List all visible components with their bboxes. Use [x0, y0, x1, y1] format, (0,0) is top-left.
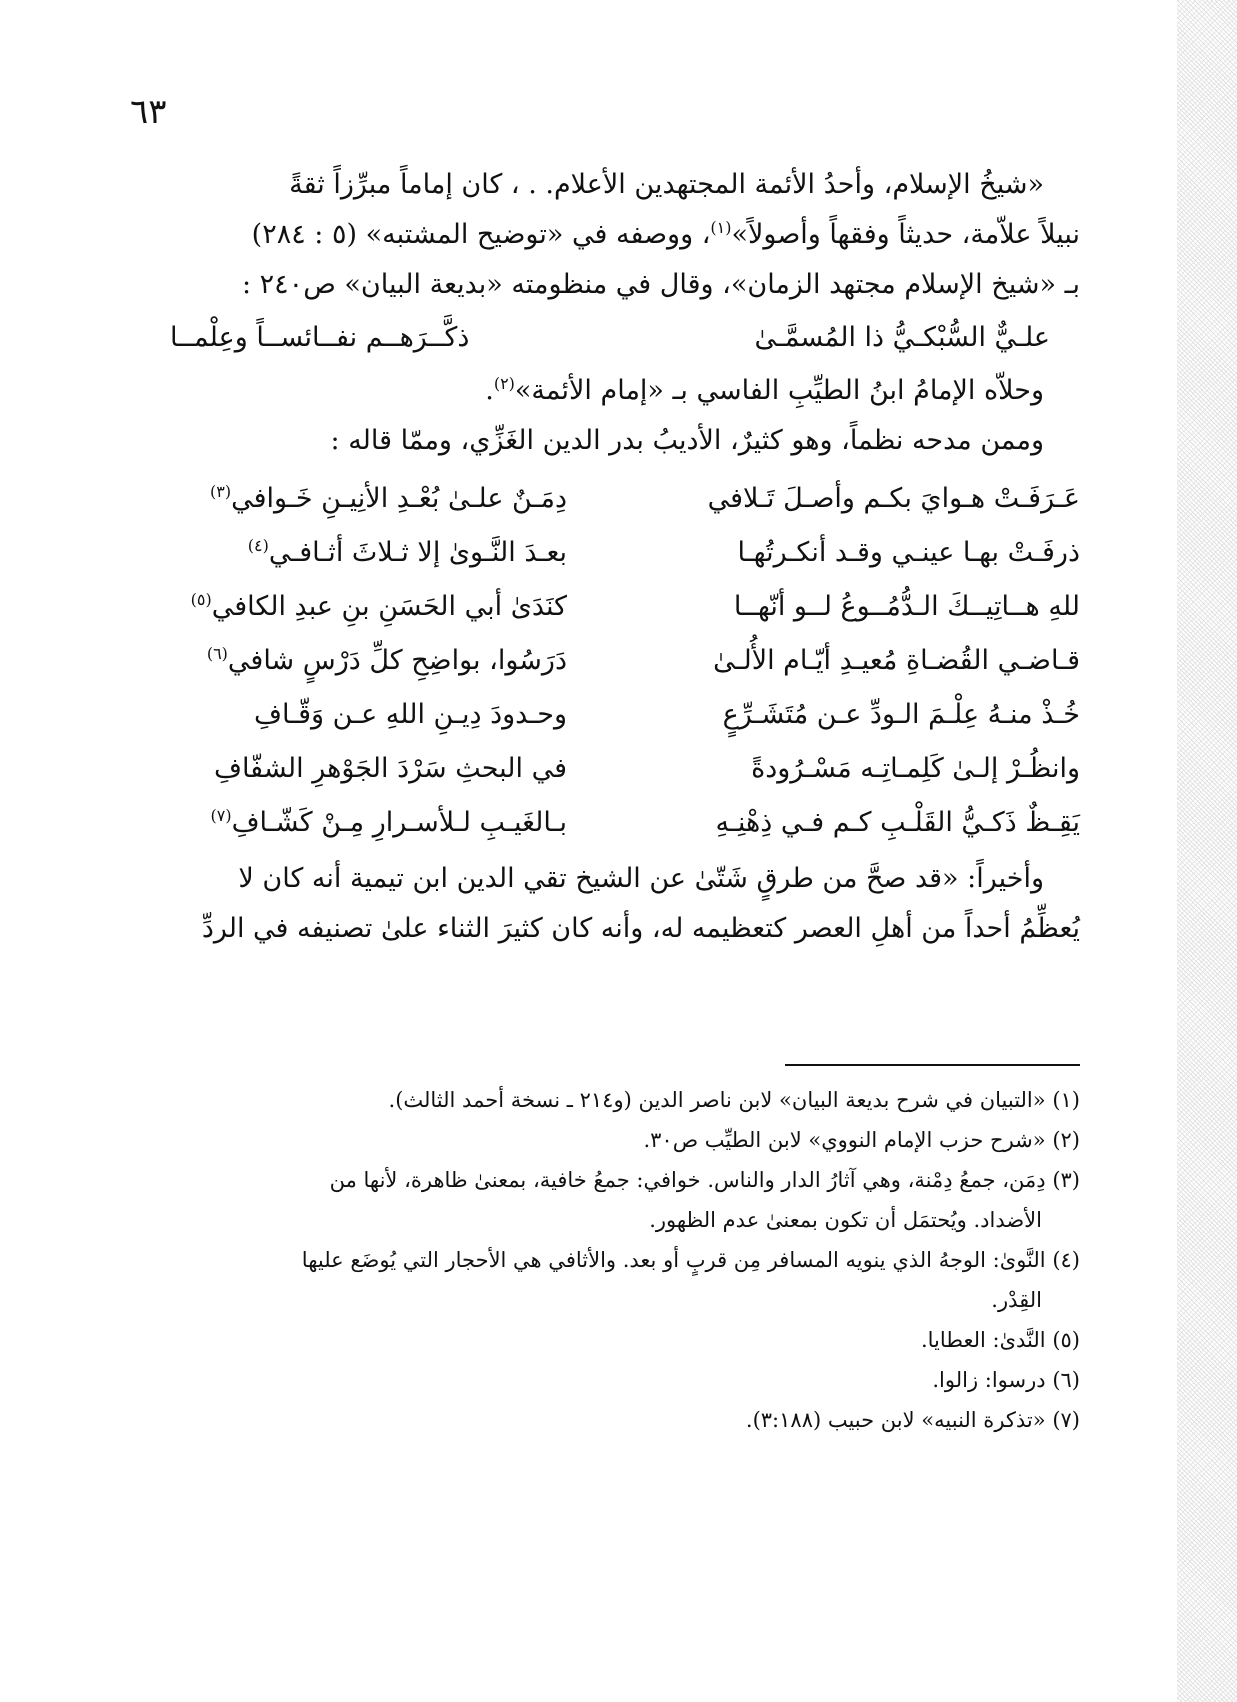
footnote-continuation: القِدْر. [991, 1288, 1042, 1312]
intro-line-2 [130, 210, 1080, 260]
praise-line [130, 366, 1080, 416]
footnote-ref-5: (٥) [190, 590, 212, 609]
intro-line-1: «شيخُ الإسلام، وأحدُ الأئمة المجتهدين الأعلام. . ، كان إماماً مبرِّزاً ثقةً [289, 169, 1044, 200]
verse-second-hemistich [130, 472, 567, 526]
verse-second-hemistich [130, 580, 567, 634]
verse-second-text: بـالغَيـبِ لـلأسـرارِ مِـنْ كَشّـافِ [231, 807, 567, 838]
verse-second-text: دِمَـنٌ علـىٰ بُعْـدِ الأنِيـنِ خَـوافي [231, 483, 567, 514]
footnote-4 [130, 1240, 1080, 1320]
footnote-ref-7: (٧) [210, 806, 232, 825]
intro-line-2a: نبيلاً علاّمة، حديثاً وفقهاً وأصولاً» [731, 219, 1080, 250]
verse-2 [130, 526, 1080, 580]
footnote-1 [130, 1080, 1080, 1120]
verse-5 [130, 688, 1080, 742]
praise-text: وحلاّه الإمامُ ابنُ الطيِّبِ الفاسي بـ «إمام الأئمة» [514, 375, 1044, 406]
page-number: ٦٣ [130, 92, 167, 132]
praise-end: . [485, 375, 494, 406]
footnote-separator [785, 1064, 1080, 1066]
footnote-2 [130, 1120, 1080, 1160]
poem [130, 472, 1080, 850]
verse-second-hemistich [130, 742, 567, 796]
footnote-7 [130, 1400, 1080, 1440]
verse-second-hemistich [130, 688, 567, 742]
intro-line-3: بـ «شيخ الإسلام مجتهد الزمان»، وقال في منظومته «بديعة البيان» ص٢٤٠ : [241, 269, 1080, 300]
footnote-ref-4: (٤) [247, 536, 269, 555]
verse-6 [130, 742, 1080, 796]
footnote-number: (٦) [1052, 1368, 1080, 1392]
footnote-number: (٤) [1052, 1248, 1080, 1272]
footnote-text: دِمَن، جمعُ دِمْنة، وهي آثارُ الدار والناس. خوافي: جمعُ خافية، بمعنىٰ ظاهرة، لأنها من [329, 1168, 1046, 1192]
footnotes [130, 1080, 1080, 1440]
verse-second-text: بعـدَ النَّـوىٰ إلا ثـلاثَ أثـافـي [268, 537, 567, 568]
verse-first-hemistich: عَـرَفَـتْ هـوايَ بكـم وأصـلَ تَـلافي [707, 483, 1080, 514]
intro-line-2b: ، ووصفه في «توضيح المشتبه» (٥ : ٢٨٤) [251, 219, 711, 250]
footnote-6 [130, 1360, 1080, 1400]
scan-edge-texture [1177, 0, 1237, 1702]
footnote-ref-3: (٣) [210, 482, 232, 501]
verse-4 [130, 634, 1080, 688]
verse-first-hemistich: خُـذْ منـهُ عِلْـمَ الـودِّ عـن مُتَشَـرِّعٍ [722, 699, 1080, 730]
footnote-ref-2: (٢) [493, 374, 515, 393]
footnote-number: (٣) [1052, 1168, 1080, 1192]
verse-first-hemistich: يَقِـظٌ ذَكـيُّ القَلْـبِ كـم فـي ذِهْنِـهِ [715, 807, 1080, 838]
verse-second-text: في البحثِ سَرْدَ الجَوْهرِ الشفّافِ [213, 753, 567, 784]
footnote-text: «التبيان في شرح بديعة البيان» لابن ناصر الدين (و٢١٤ ـ نسخة أحمد الثالث). [388, 1088, 1046, 1112]
footnote-number: (١) [1052, 1088, 1080, 1112]
closing-line-2: يُعظِّمُ أحداً من أهلِ العصر كتعظيمه له، وأنه كان كثيرَ الثناء علىٰ تصنيفه في الردِّ [201, 913, 1080, 944]
verse-second-hemistich [130, 796, 567, 850]
footnote-text: درسوا: زالوا. [932, 1368, 1046, 1392]
verse-3 [130, 580, 1080, 634]
couplet-first-hemistich: علـيٌّ السُّبْكـيُّ ذا المُسمَّـىٰ [754, 322, 1050, 353]
couplet [130, 310, 1080, 366]
verse-7 [130, 796, 1080, 850]
footnote-continuation: الأضداد. ويُحتمَل أن تكون بمعنىٰ عدم الظهور. [649, 1208, 1042, 1232]
footnote-number: (٧) [1052, 1408, 1080, 1432]
verse-first-hemistich: وانظُـرْ إلـىٰ كَلِمـاتِـه مَسْـرُودةً [751, 753, 1080, 784]
footnote-text: النَّدىٰ: العطايا. [920, 1328, 1046, 1352]
verse-first-hemistich: قـاضـي القُضـاةِ مُعيـدِ أيّـام الأُلـىٰ [713, 645, 1080, 676]
footnote-3 [130, 1160, 1080, 1240]
footnote-text: النَّوىٰ: الوجهُ الذي ينويه المسافر مِن قربٍ أو بعد. والأثافي هي الأحجار التي يُوضَع عليها [301, 1248, 1046, 1272]
verse-second-hemistich [130, 634, 567, 688]
footnote-5 [130, 1320, 1080, 1360]
poem-intro: وممن مدحه نظماً، وهو كثيرٌ، الأديبُ بدر الدين الغَزِّي، وممّا قاله : [330, 425, 1044, 456]
footnote-number: (٥) [1052, 1328, 1080, 1352]
closing-line-1: وأخيراً: «قد صحَّ من طرقٍ شَتّىٰ عن الشيخ تقي الدين ابن تيمية أنه كان لا [238, 863, 1044, 894]
couplet-second-hemistich: ذكَّــرَهــم نفــائســاً وعِلْمــا [170, 322, 470, 353]
footnote-text: «شرح حزب الإمام النووي» لابن الطيِّب ص٣٠. [643, 1128, 1046, 1152]
footnote-number: (٢) [1052, 1128, 1080, 1152]
verse-first-hemistich: للهِ هــاتِيــكَ الـدُّمُــوعُ لــو أنّهــا [733, 591, 1080, 622]
verse-second-text: دَرَسُوا، بواضِحِ كلِّ دَرْسٍ شافي [227, 645, 567, 676]
verse-1 [130, 472, 1080, 526]
verse-second-text: وحـدودَ دِيـنِ اللهِ عـن وَقّـافِ [254, 699, 567, 730]
main-text [130, 160, 1080, 954]
verse-second-hemistich [130, 526, 567, 580]
footnote-ref-1: (١) [710, 218, 732, 237]
verse-first-hemistich: ذرفَـتْ بهـا عينـي وقـد أنكـرتُهـا [737, 537, 1080, 568]
verse-second-text: كنَدَىٰ أبي الحَسَنِ بنِ عبدِ الكافي [211, 591, 567, 622]
footnote-text: «تذكرة النبيه» لابن حبيب (٣:١٨٨). [745, 1408, 1046, 1432]
footnote-ref-6: (٦) [206, 644, 228, 663]
